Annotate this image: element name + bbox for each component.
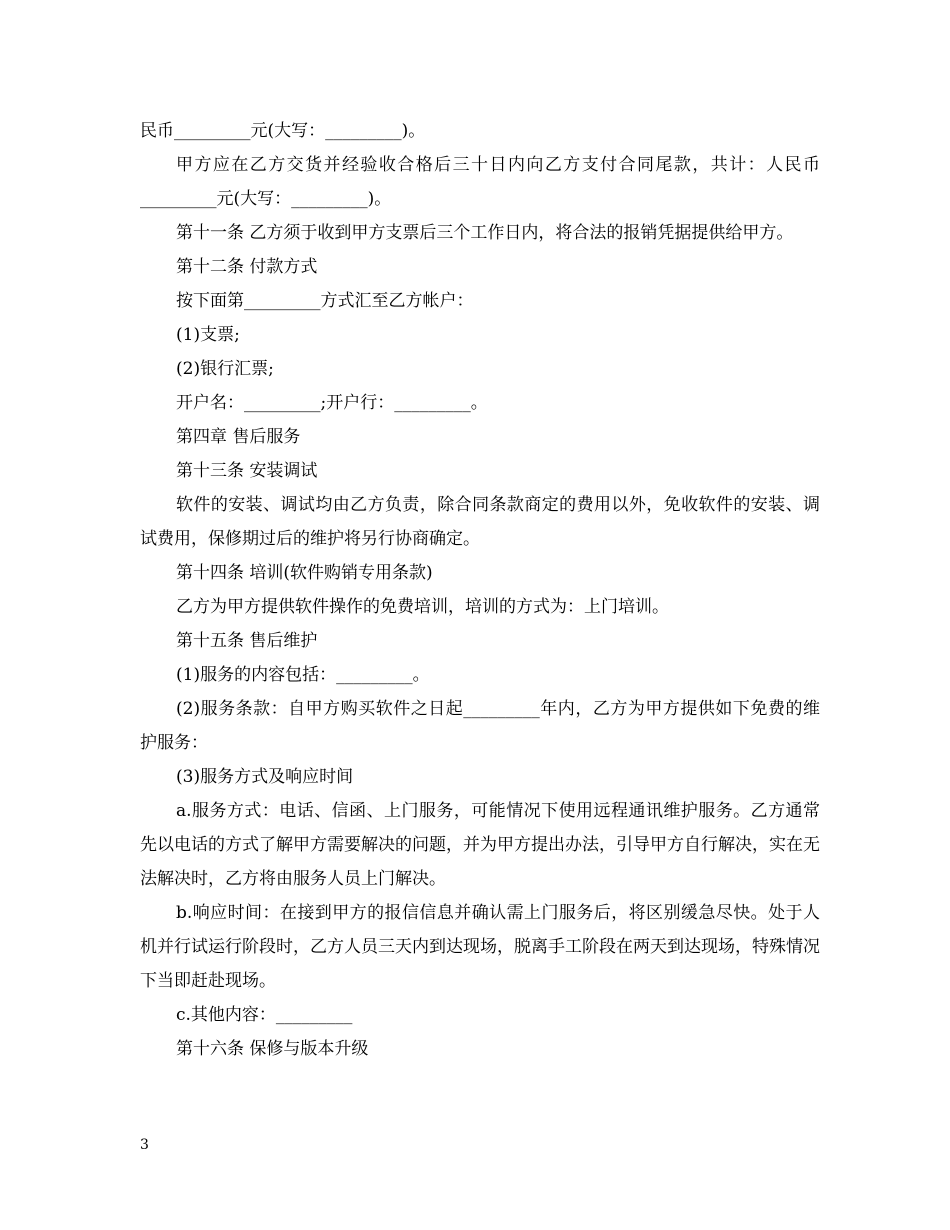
chapter-heading: 第四章 售后服务 xyxy=(176,427,301,447)
list-item: c.其他内容：_________ xyxy=(176,1005,353,1025)
section-heading: 第十四条 培训(软件购销专用条款) xyxy=(176,563,433,583)
paragraph: 乙方为甲方提供软件操作的免费培训，培训的方式为：上门培训。 xyxy=(176,597,669,617)
section-heading: 第十五条 售后维护 xyxy=(176,631,318,651)
list-item: (1)支票; xyxy=(176,325,240,345)
paragraph: 甲方应在乙方交货并经验收合格后三十日内向乙方支付合同尾款，共计：人民币_________元(大写：_________)。 xyxy=(140,155,820,209)
section-heading: 第十三条 安装调试 xyxy=(176,461,318,481)
page-number: 3 xyxy=(140,1137,149,1153)
section-heading: 第十二条 付款方式 xyxy=(176,257,318,277)
list-item: b.响应时间：在接到甲方的报信信息并确认需上门服务后，将区别缓急尽快。处于人机并行试运行阶段时，乙方人员三天内到达现场，脱离手工阶段在两天到达现场，特殊情况下当即赶赴现场。 xyxy=(140,903,820,991)
paragraph: 民币_________元(大写：_________)。 xyxy=(140,121,426,141)
paragraph: 第十一条 乙方须于收到甲方支票后三个工作日内，将合法的报销凭据提供给甲方。 xyxy=(176,223,794,243)
paragraph: 按下面第_________方式汇至乙方帐户： xyxy=(176,291,474,311)
document-body xyxy=(140,114,820,1066)
list-item: (2)服务条款：自甲方购买软件之日起_________年内，乙方为甲方提供如下免费的维护服务： xyxy=(140,699,820,753)
list-item: (1)服务的内容包括：_________。 xyxy=(176,665,430,685)
list-item: (3)服务方式及响应时间 xyxy=(176,767,354,787)
list-item: a.服务方式：电话、信函、上门服务，可能情况下使用远程通讯维护服务。乙方通常先以电话的方式了解甲方需要解决的问题，并为甲方提出办法，引导甲方自行解决，实在无法解决时，乙方将由服务人员上门解决。 xyxy=(140,801,820,889)
paragraph: 开户名：_________;开户行：_________。 xyxy=(176,393,488,413)
section-heading: 第十六条 保修与版本升级 xyxy=(176,1039,369,1059)
list-item: (2)银行汇票; xyxy=(176,359,274,379)
paragraph: 软件的安装、调试均由乙方负责，除合同条款商定的费用以外，免收软件的安装、调试费用，保修期过后的维护将另行协商确定。 xyxy=(140,495,820,549)
